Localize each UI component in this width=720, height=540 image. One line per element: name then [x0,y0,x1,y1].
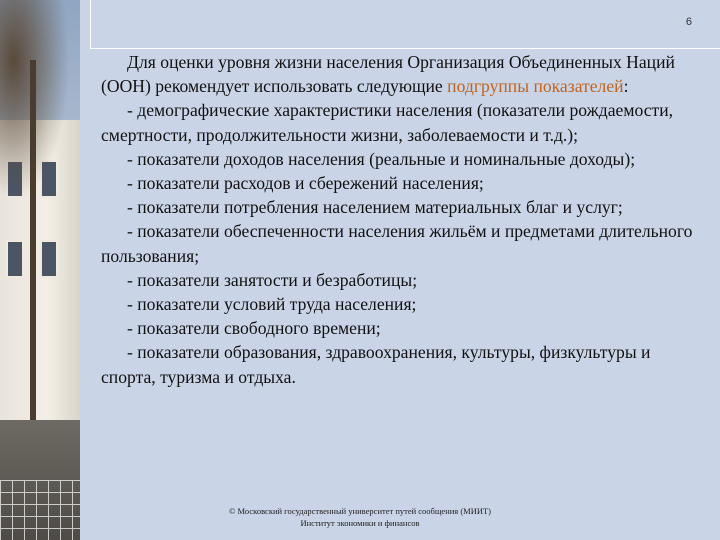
list-item: - показатели условий труда населения; [127,294,417,315]
slide-body [101,50,701,389]
page-number: 6 [685,16,692,28]
frame-line [90,48,720,49]
intro-text: Для оценки уровня жизни населения Организация Объединенных Наций (ООН) рекомендует использовать следующие [101,52,675,97]
building-window [6,240,24,278]
list-item: - показатели свободного времени; [127,318,381,339]
tree-trunk [30,60,36,440]
list-item: - показатели потребления населением материальных благ и услуг; [127,197,623,218]
intro-colon: : [623,76,629,97]
highlight-term: подгруппы показателей [447,76,624,97]
footer [120,505,600,529]
list-item: - показатели доходов населения (реальные и номинальные доходы); [127,148,636,169]
list-item: - показатели образования, здравоохранения, культуры, физкультуры и спорта, туризма и отдыха. [101,342,651,387]
list-item: - показатели обеспеченности населения жильём и предметами длительного пользования; [101,221,693,266]
list-item: - демографические характеристики населения (показатели рождаемости, смертности, продолжительности жизни, заболеваемости и т.д.); [101,100,674,145]
footer-institute: Институт экономики и финансов [300,518,420,528]
intro-paragraph [101,50,701,98]
list-item: - показатели занятости и безработицы; [127,269,418,290]
list-item: - показатели расходов и сбережений населения; [127,173,484,194]
frame-line [90,0,91,48]
building-photo [0,0,80,540]
building-window [40,240,58,278]
footer-copyright: © Московский государственный университет путей сообщения (МИИТ) [228,506,492,516]
